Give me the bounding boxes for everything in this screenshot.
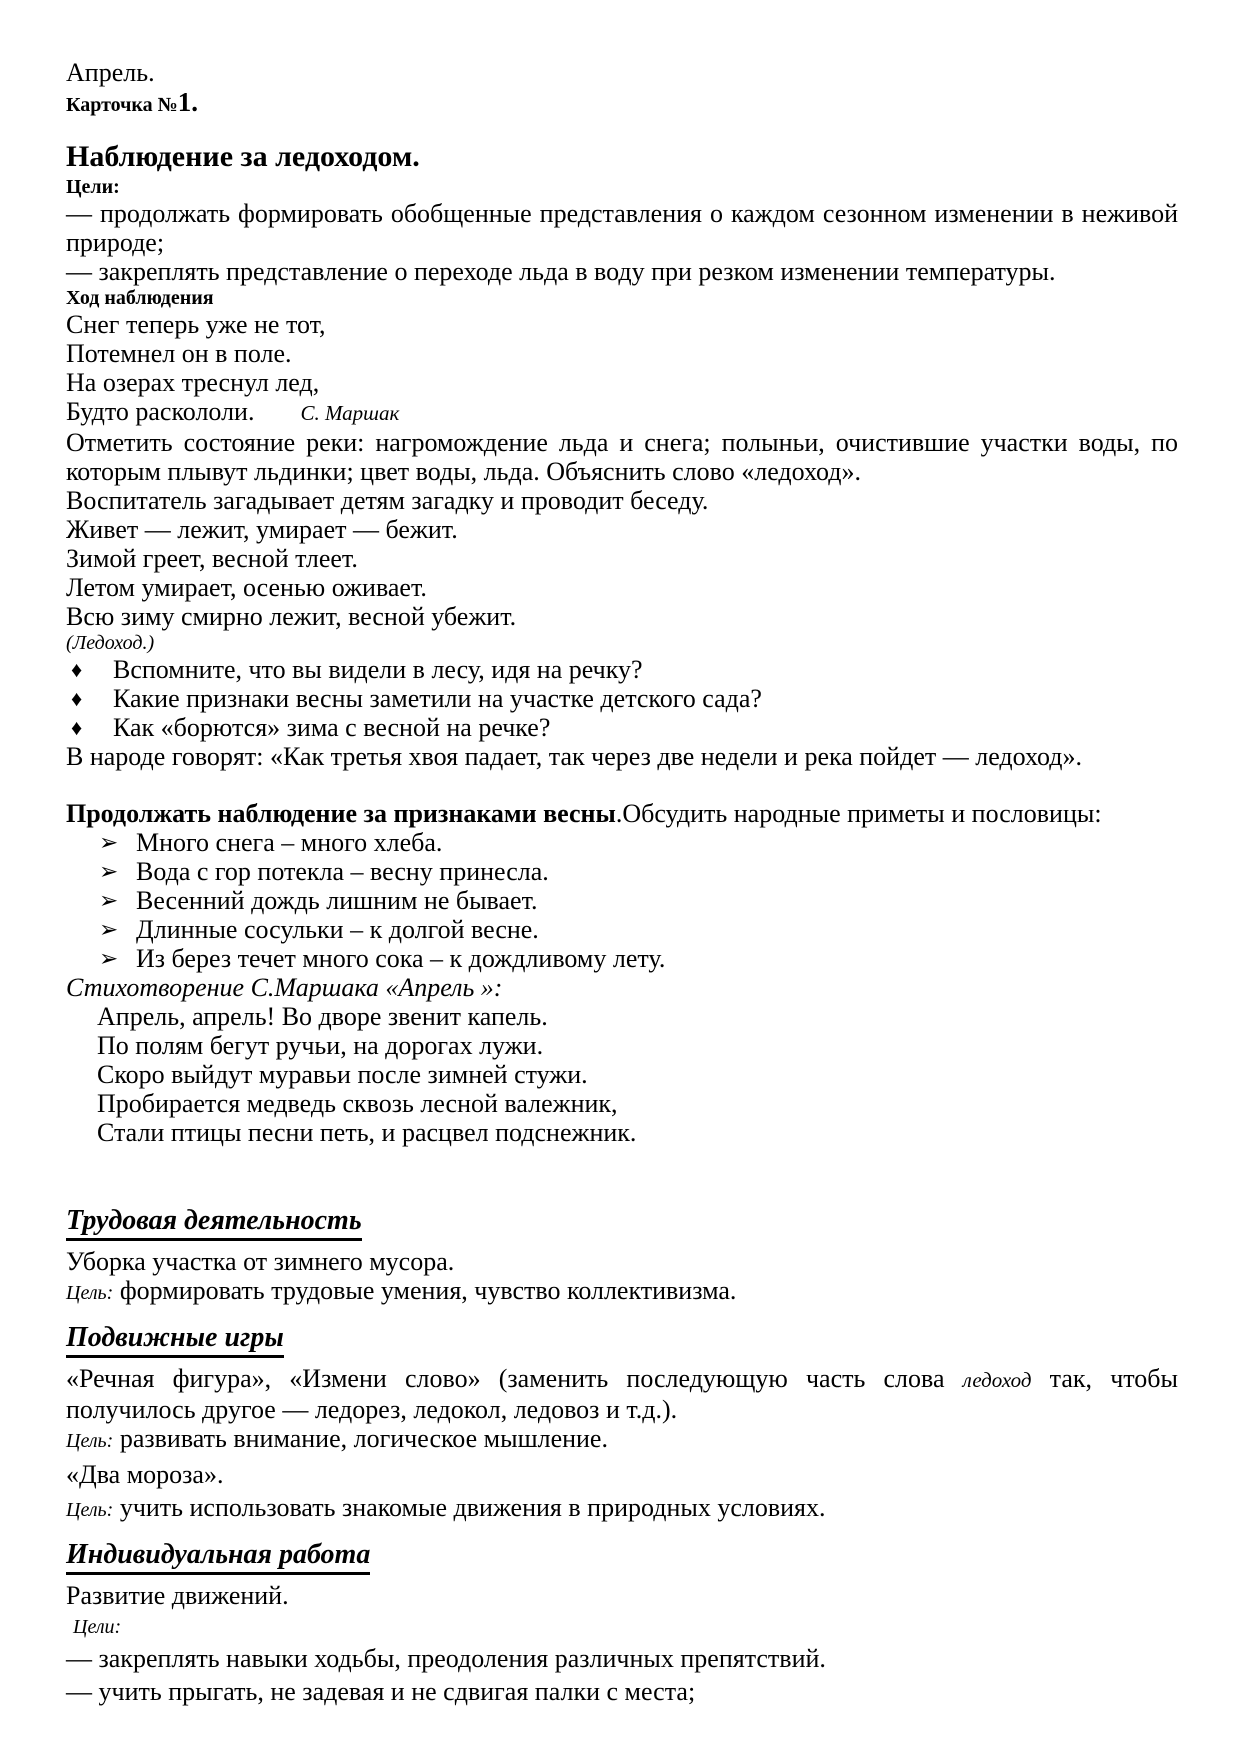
proverb-item bbox=[66, 944, 1178, 973]
riddle-line: Зимой греет, весной тлеет. bbox=[66, 544, 358, 573]
individual-goal-item: — закреплять навыки ходьбы, преодоления различных препятствий. bbox=[66, 1644, 826, 1673]
spacer bbox=[66, 771, 1178, 799]
arrow-bullet-icon: ➢ bbox=[99, 946, 119, 971]
poem-author: С. Маршак bbox=[300, 401, 400, 425]
goal-text: учить использовать знакомые движения в природных условиях. bbox=[113, 1493, 826, 1522]
spacer bbox=[66, 1147, 1178, 1191]
question-text: Вспомните, что вы видели в лесу, идя на речку? bbox=[113, 655, 643, 684]
goal-label: Цель: bbox=[66, 1499, 114, 1521]
section-title-observation: Наблюдение за ледоходом. bbox=[66, 140, 420, 173]
spring-signs-heading bbox=[66, 799, 1178, 828]
poem-line: Апрель, апрель! Во дворе звенит капель. bbox=[97, 1002, 548, 1031]
question-item bbox=[66, 713, 1178, 742]
course-label: Ход наблюдения bbox=[66, 287, 214, 309]
arrow-bullet-icon: ➢ bbox=[99, 888, 119, 913]
question-item bbox=[66, 655, 1178, 684]
arrow-bullet-icon: ➢ bbox=[99, 859, 119, 884]
poem-line: Стали птицы песни петь, и расцвел подснежник. bbox=[97, 1118, 637, 1147]
question-text: Какие признаки весны заметили на участке детского сада? bbox=[113, 684, 762, 713]
games-desc-italic-word: ледоход bbox=[962, 1368, 1032, 1392]
poem-intro: Стихотворение С.Маршака «Апрель »: bbox=[66, 973, 503, 1002]
question-item bbox=[66, 684, 1178, 713]
proverb-text: Длинные сосульки – к долгой весне. bbox=[136, 915, 539, 944]
labor-task: Уборка участка от зимнего мусора. bbox=[66, 1247, 455, 1276]
proverb-text: Из берез течет много сока – к дождливому лету. bbox=[136, 944, 666, 973]
poem-line: Снег теперь уже не тот, bbox=[66, 310, 326, 339]
proverb-text: Вода с гор потекла – весну принесла. bbox=[136, 857, 549, 886]
section-title-games: Подвижные игры bbox=[66, 1322, 284, 1358]
goal-label: Цель: bbox=[66, 1282, 114, 1304]
card-number bbox=[66, 88, 1178, 119]
riddle-intro: Воспитатель загадывает детям загадку и проводит беседу. bbox=[66, 486, 709, 515]
games-desc-before: «Речная фигура», «Измени слово» (заменить последующую часть слова bbox=[66, 1364, 963, 1393]
riddle-answer: (Ледоход.) bbox=[66, 632, 155, 654]
month-title: Апрель. bbox=[66, 58, 155, 87]
diamond-bullet-icon: ♦ bbox=[71, 657, 83, 682]
folk-saying: В народе говорят: «Как третья хвоя падает, так через две недели и река пойдет — ледоход». bbox=[66, 742, 1082, 771]
spring-signs-heading-rest: .Обсудить народные приметы и пословицы: bbox=[615, 799, 1102, 828]
question-text: Как «борются» зима с весной на речке? bbox=[113, 713, 551, 742]
riddle-line: Летом умирает, осенью оживает. bbox=[66, 573, 427, 602]
riddle-line: Всю зиму смирно лежит, весной убежит. bbox=[66, 602, 517, 631]
diamond-bullet-icon: ♦ bbox=[71, 686, 83, 711]
observation-note: Отметить состояние реки: нагромождение льда и снега; полыньи, очистившие участки воды, по которым плывут льдинки; цвет воды, льда. Объяснить слово «ледоход». bbox=[66, 428, 1178, 486]
individual-task: Развитие движений. bbox=[66, 1581, 289, 1610]
card-num-value: 1. bbox=[177, 87, 198, 117]
goals-label: Цели: bbox=[66, 176, 120, 198]
card-prefix: Карточка № bbox=[66, 94, 178, 116]
poem-line-with-author bbox=[66, 397, 1178, 428]
poem-line: На озерах треснул лед, bbox=[66, 368, 320, 397]
games-goal1 bbox=[66, 1424, 1178, 1456]
proverb-item bbox=[66, 915, 1178, 944]
game2-name: «Два мороза». bbox=[66, 1460, 224, 1489]
proverb-text: Весенний дождь лишним не бывает. bbox=[136, 886, 538, 915]
poem-line: Пробирается медведь сквозь лесной валежник, bbox=[97, 1089, 618, 1118]
proverb-item bbox=[66, 828, 1178, 857]
individual-goals-label: Цели: bbox=[73, 1616, 122, 1638]
diamond-bullet-icon: ♦ bbox=[71, 715, 83, 740]
games-desc-after: так, чтобы получилось другое — ледорез, ледокол, ледовоз и т.д.). bbox=[66, 1364, 1178, 1424]
poem-line: Потемнел он в поле. bbox=[66, 339, 292, 368]
games-description bbox=[66, 1364, 1178, 1424]
poem-line: По полям бегут ручьи, на дорогах лужи. bbox=[97, 1031, 544, 1060]
goal-text: формировать трудовые умения, чувство коллективизма. bbox=[113, 1276, 737, 1305]
proverb-text: Много снега – много хлеба. bbox=[136, 828, 443, 857]
section-title-individual: Индивидуальная работа bbox=[66, 1539, 370, 1575]
poem-line: Скоро выйдут муравьи после зимней стужи. bbox=[97, 1060, 588, 1089]
proverb-item bbox=[66, 857, 1178, 886]
goal-item: — закреплять представление о переходе льда в воду при резком изменении температуры. bbox=[66, 257, 1056, 286]
individual-goal-item: — учить прыгать, не задевая и не сдвигая палки с места; bbox=[66, 1677, 696, 1706]
arrow-bullet-icon: ➢ bbox=[99, 917, 119, 942]
spring-signs-heading-bold: Продолжать наблюдение за признаками весны bbox=[66, 799, 616, 828]
section-heading-wrap bbox=[66, 1322, 1178, 1358]
arrow-bullet-icon: ➢ bbox=[99, 830, 119, 855]
goal-text: развивать внимание, логическое мышление. bbox=[113, 1424, 608, 1453]
goal-item: — продолжать формировать обобщенные представления о каждом сезонном изменении в неживой природе; bbox=[66, 199, 1178, 257]
section-heading-wrap bbox=[66, 1205, 1178, 1241]
games-goal2 bbox=[66, 1493, 1178, 1525]
labor-goal bbox=[66, 1276, 1178, 1308]
poem-line: Будто раскололи. bbox=[66, 397, 255, 426]
section-heading-wrap bbox=[66, 1539, 1178, 1575]
goal-label: Цель: bbox=[66, 1430, 114, 1452]
proverb-item bbox=[66, 886, 1178, 915]
riddle-line: Живет — лежит, умирает — бежит. bbox=[66, 515, 458, 544]
section-title-labor: Трудовая деятельность bbox=[66, 1205, 362, 1241]
